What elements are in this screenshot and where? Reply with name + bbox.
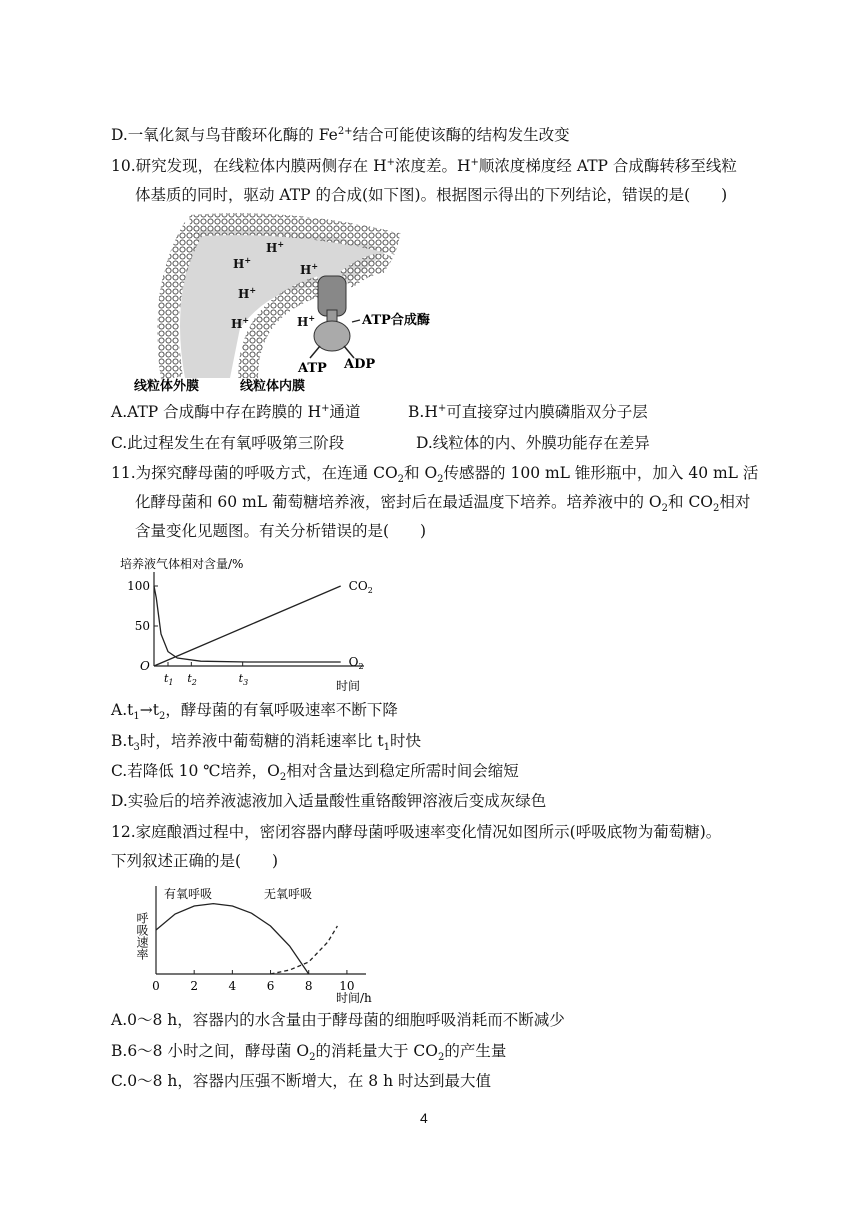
q10-stem-line1: 10.研究发现，在线粒体内膜两侧存在 H+浓度差。H+顺浓度梯度经 ATP 合成酶转移至线粒	[111, 156, 737, 175]
q11-option-d: D.实验后的培养液滤液加入适量酸性重铬酸钾溶液后变成灰绿色	[111, 792, 547, 810]
x-tick-label: 4	[228, 979, 237, 993]
q9-option-d: D.一氧化氮与鸟苷酸环化酶的 $Fe^{2+}$结合可能使该酶的结构发生改变	[111, 125, 570, 144]
x-tick-label: 2	[190, 979, 199, 993]
q10-option-a: A.ATP 合成酶中存在跨膜的 H+通道	[111, 402, 361, 421]
svg-text:H+: H+	[231, 315, 250, 331]
q12-option-a: A.0～8 h，容器内的水含量由于酵母菌的细胞呼吸消耗而不断减少	[111, 1011, 565, 1029]
series-label-o2: $O_2$	[348, 655, 364, 671]
x-tick-label: 6	[266, 979, 275, 993]
q11-option-c: C.若降低 10 ℃培养，$O_2$相对含量达到稳定所需时间会缩短	[111, 762, 519, 784]
q12-option-c: C.0～8 h，容器内压强不断增大，在 8 h 时达到最大值	[111, 1072, 491, 1090]
q10-stem-line2: 体基质的同时，驱动 ATP 的合成(如下图)。根据图示得出的下列结论，错误的是( )	[135, 186, 728, 204]
x-tick-label: 10	[339, 979, 355, 993]
origin-label: O	[140, 659, 150, 673]
q12-option-b: B.6～8 小时之间，酵母菌 $O_2$的消耗量大于 $CO_2$的产生量	[111, 1042, 507, 1064]
q10-option-d: D.线粒体的内、外膜功能存在差异	[416, 434, 650, 452]
y-axis-label: 培养液气体相对含量/%	[120, 557, 244, 571]
svg-text:H+: H+	[238, 285, 257, 301]
atp-label: ATP	[298, 361, 327, 376]
x-tick-label: $t_1$	[164, 672, 174, 687]
series-label-co2: $CO_2$	[348, 579, 373, 595]
q12-respiration-rate-chart	[126, 882, 386, 1004]
q12-stem-line1: 12.家庭酿酒过程中，密闭容器内酵母菌呼吸速率变化情况如图所示(呼吸底物为葡萄糖)。	[111, 823, 722, 841]
atp-synthase-label: ATP合成酶	[362, 313, 430, 328]
q11-option-b: $B.t_3$时，培养液中葡萄糖的消耗速率比 $t_1$时快	[111, 732, 421, 754]
svg-text:H+: H+	[300, 261, 319, 277]
series-label-aerobic: 有氧呼吸	[164, 887, 213, 901]
mitochondria-membrane-figure	[130, 218, 430, 396]
q11-stem-line3: 含量变化见题图。有关分析错误的是( )	[135, 522, 427, 540]
x-tick-label: 0	[152, 979, 160, 993]
series-label-anaerobic: 无氧呼吸	[264, 887, 313, 901]
q11-gas-content-chart	[118, 558, 378, 692]
x-tick-label: 8	[304, 979, 313, 993]
q11-stem-line1: 11.为探究酵母菌的呼吸方式，在连通 $CO_2$和 $O_2$传感器的 100 mL 锥形瓶中，加入 40 mL 活	[111, 464, 759, 486]
x-tick-label: $t_3$	[238, 672, 249, 687]
svg-text:H+: H+	[233, 255, 252, 271]
q12-stem-line2: 下列叙述正确的是( )	[111, 852, 279, 870]
page-number: 4	[420, 1110, 428, 1126]
x-tick-label: $t_2$	[187, 672, 197, 687]
x-axis-label: 时间/h	[336, 991, 372, 1005]
adp-label: ADP	[344, 357, 376, 372]
series-line-aerobic	[156, 904, 309, 974]
series-line-co2	[154, 586, 341, 666]
inner-membrane-label: 线粒体内膜	[240, 379, 306, 394]
q11-option-a: $A.t_1\to t_2$，酵母菌的有氧呼吸速率不断下降	[111, 701, 398, 723]
q11-stem-line2: 化酵母菌和 60 mL 葡萄糖培养液，密封后在最适温度下培养。培养液中的 $O_2$和 $CO_2$相对	[135, 493, 751, 515]
q10-option-b: B.H+可直接穿过内膜磷脂双分子层	[408, 402, 648, 421]
outer-membrane-label: 线粒体外膜	[134, 379, 200, 394]
y-tick-label: 100	[127, 579, 150, 593]
y-tick-label: 50	[134, 619, 150, 633]
svg-text:H+: H+	[297, 313, 316, 329]
q10-option-c: C.此过程发生在有氧呼吸第三阶段	[111, 434, 345, 452]
y-axis-label: 呼吸速率	[135, 912, 149, 960]
x-axis-label: 时间	[336, 679, 361, 693]
svg-text:H+: H+	[266, 239, 285, 255]
